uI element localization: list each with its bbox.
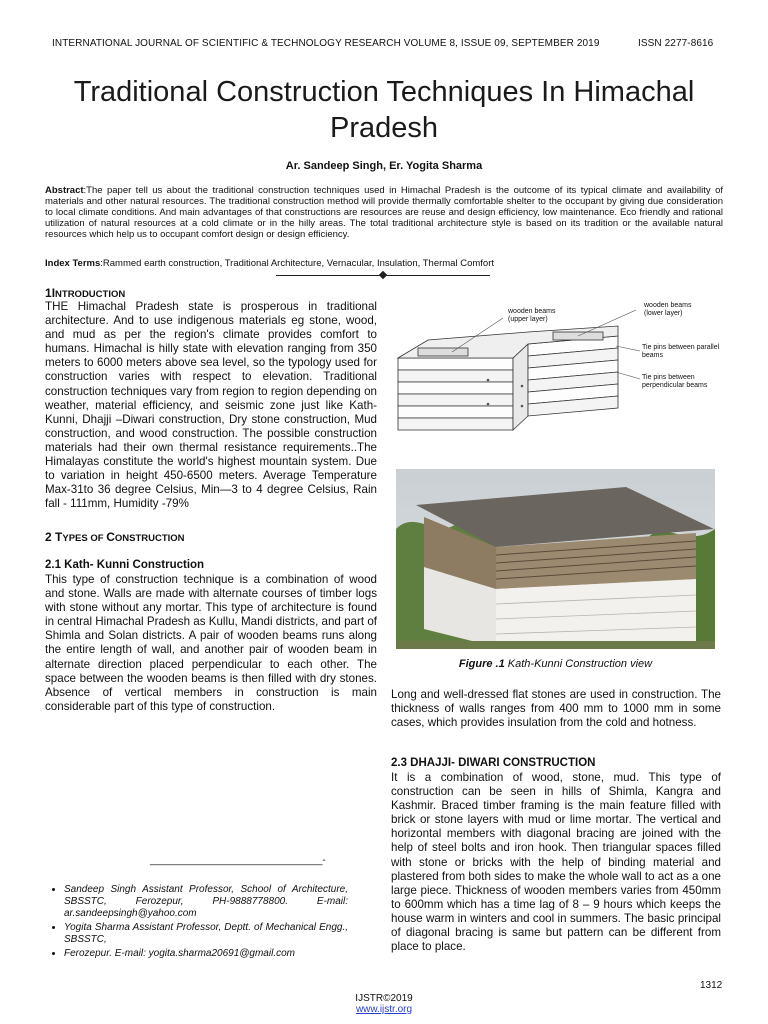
- section-2-3-text: It is a combination of wood, stone, mud. This type of construction can be seen in hills of Shimla, Kangra and Kashmir. Braced timber framing is the main feature filled with brick or stone layers with mud or lime mortar. The vertical and horizontal members with diagonal bracing are joined with the help of steel bolts and iron hook. Then triangular spaces filled with stone or bricks with the help of binding material and plastered from both sides to make the whole wall to act as a one large piece. Thickness of wooden members varies from 450mm to 600mm which has a time lag of 8 – 9 hours which keeps the house warm in winters and cool in summers. The basic principal of diagonal bracing is same but pattern can be different from place to place.: [391, 771, 721, 954]
- kath-kunni-house-photo: [396, 469, 715, 649]
- leader-tie-parallel: [616, 346, 640, 351]
- section-1-heading: [45, 286, 125, 300]
- footnote-1: • Sandeep Singh Assistant Professor, School of Architecture, SBSSTC, Ferozepur, PH-9888778800. E-mail: ar.sandeepsingh@yahoo.com: [64, 884, 348, 920]
- label-upper-beams: wooden beams (upper layer): [508, 308, 556, 323]
- beam-layer-1: [398, 358, 513, 370]
- journal-header: INTERNATIONAL JOURNAL OF SCIENTIFIC & TECHNOLOGY RESEARCH VOLUME 8, ISSUE 09, SEPTEMBER 2019: [52, 38, 600, 49]
- beam-layer-5: [398, 406, 513, 418]
- leader-tie-perp: [616, 372, 640, 379]
- section-2-heading-onstruction: ONSTRUCTION: [114, 533, 185, 544]
- label-tie-parallel: Tie pins between parallel beams: [642, 344, 720, 359]
- figure-1-caption-text: Kath-Kunni Construction view: [504, 658, 653, 670]
- beam-layer-4: [398, 394, 513, 406]
- beam-layer-6: [398, 418, 513, 430]
- figure-1-caption: [396, 658, 715, 670]
- section-1-number: 1: [45, 286, 52, 300]
- label-tie-perpendicular: Tie pins between perpendicular beams: [642, 374, 708, 389]
- figure-1-label: Figure .1: [458, 658, 505, 670]
- beam-corner: [513, 344, 528, 430]
- section-2-initial-c: C: [106, 530, 115, 544]
- section-2-3-heading: 2.3 DHAJJI- DIWARI CONSTRUCTION: [391, 757, 596, 769]
- footnotes: [40, 884, 348, 962]
- section-1-initial: I: [51, 286, 56, 300]
- section-2-1-heading: 2.1 Kath- Kunni Construction: [45, 559, 205, 571]
- index-terms: [45, 258, 723, 269]
- issn: ISSN 2277-8616: [638, 38, 714, 49]
- section-1-heading-rest: NTRODUCTION: [55, 289, 126, 300]
- lower-storey-front: [496, 579, 696, 647]
- divider-diamond-icon: [379, 271, 387, 279]
- footer-url-container: [0, 1004, 768, 1015]
- footnote-rule: _______________________________-: [150, 855, 326, 866]
- section-2-heading: [45, 530, 185, 544]
- section-2-1-text: This type of construction technique is a combination of wood and stone. Walls are made with alternate courses of timber logs with stone without any mortar. This type of architecture is found in central Himachal Pradesh as Kullu, Mandi districts, and part of Shimla and Solan districts. A pair of wooden beams runs along the entire length of wall, and another pair of wooden beam in alternate direction placed perpendicular to each other. The space between the wooden beams is then filled with dry stones. Absence of vertical members in construction is main considerable part of this type of construction.: [45, 573, 377, 713]
- authors: Ar. Sandeep Singh, Er. Yogita Sharma: [285, 160, 483, 172]
- abstract-label: Abstract: [45, 185, 84, 196]
- section-2-heading-ypes: YPES OF: [62, 533, 107, 544]
- footer-url-link[interactable]: www.ijstr.org: [355, 1004, 413, 1015]
- right-column-paragraph: Long and well-dressed flat stones are used in construction. The thickness of walls ranges from 400 mm to 1000 mm in some cases, which provides insulation from the cold and hotness.: [391, 688, 721, 730]
- section-2-number: 2: [45, 530, 56, 544]
- footer-copyright: IJSTR©2019: [355, 993, 413, 1004]
- beam-layer-2: [398, 370, 513, 382]
- label-lower-beams: wooden beams (lower layer): [644, 302, 692, 317]
- footnote-3: • Ferozepur. E-mail: yogita.sharma20691@gmail.com: [64, 948, 348, 960]
- paper-title: Traditional Construction Techniques In Himachal Pradesh: [73, 76, 695, 144]
- top-beam-upper: [418, 348, 468, 356]
- abstract-text: :The paper tell us about the traditional construction techniques used in Himachal Pradesh is the outcome of its typical climate and availability of materials and other natural resources. The traditional construction method will provide thermally comfortable shelter to the occupant by giving due consideration to local climate conditions. And main advantages of that constructions are resources are reuse and design efficiency, low maintenance. Eco friendly and rational utilization of natural resources at a cold climate or in the hilly areas. The total traditional architecture style is based on its tradition or the available natural resources which help us to occupant comfort design or design efficiency.: [45, 185, 723, 240]
- abstract: [45, 185, 723, 240]
- index-terms-label: Index Terms: [45, 258, 101, 269]
- footnote-2: • Yogita Sharma Assistant Professor, Deptt. of Mechanical Engg., SBSSTC,: [64, 922, 348, 946]
- section-2-initial-t: T: [55, 530, 63, 544]
- page-number: 1312: [700, 980, 723, 991]
- beam-layer-3: [398, 382, 513, 394]
- section-1-text: THE Himachal Pradesh state is prosperous in traditional architecture. And to use indigenous materials eg stone, wood, and mud as per the region's climate provides comfort to humans. Himachal is hilly state with elevation ranging from 350 meters to 6000 meters above sea level, so the typology used for construction varies with respect to elevation. Traditional construction techniques vary from region to region depending on weather, material efficiency, and seismic zone just like Kath-Kunni, Dhajji –Diwari construction, Dry stone construction, Mud construction, and wood construction. The possible construction materials had their own thermal resistance requirements..The Himalayas constitute the world's highest mountain system. Due to variation in height 450-6500 meters. Average Temperature Max-31to 36 degree Celsius, Min—3 to 4 degree Celsius, Rain fall - 111mm, Humidity -79%: [45, 300, 377, 511]
- index-terms-text: :Rammed earth construction, Traditional Architecture, Vernacular, Insulation, Thermal Comfort: [100, 258, 494, 269]
